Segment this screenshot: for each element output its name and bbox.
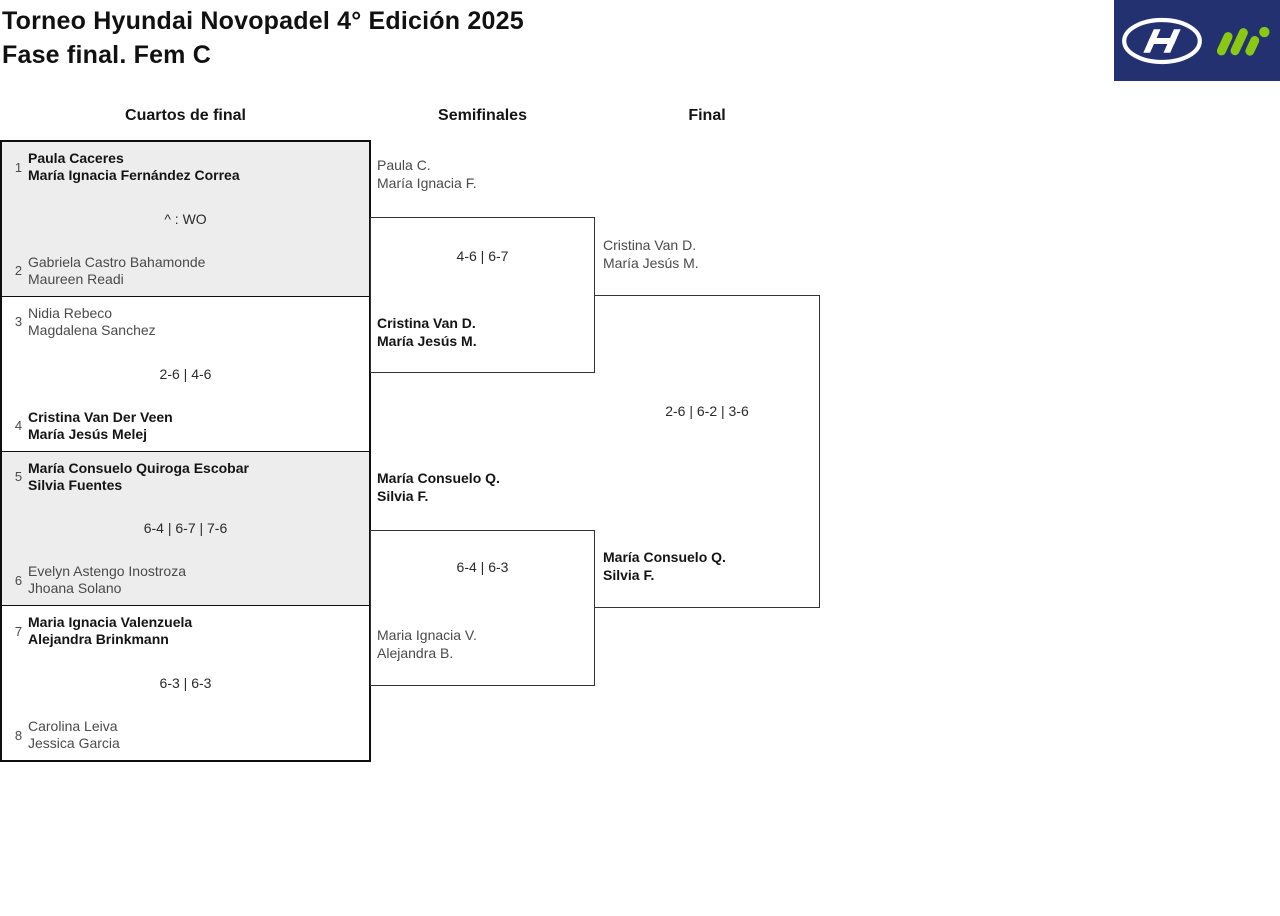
sf2-team-top: María Consuelo Q. Silvia F. [377,470,500,504]
team-names-winner: Paula Caceres María Ignacia Fernández Correa [28,150,240,183]
qf-match-2 [2,296,369,451]
team-names-winner: María Consuelo Quiroga Escobar Silvia Fuentes [28,459,249,493]
sf1-score: 4-6 | 6-7 [456,248,509,264]
team-names-loser: Nidia Rebeco Magdalena Sanchez [28,304,156,338]
column-header-quarterfinals: Cuartos de final [125,107,246,124]
sponsor-logo-panel [1114,0,1280,81]
tournament-title: Torneo Hyundai Novopadel 4° Edición 2025 [2,7,524,35]
hyundai-logo-icon [1120,15,1204,67]
team-entry [10,409,363,443]
phase-subtitle: Fase final. Fem C [2,41,212,69]
team-entry [10,305,363,339]
sf2-team-bottom: Maria Ignacia V. Alejandra B. [377,627,477,661]
match-score: ^ : WO [164,210,207,227]
final-team-top: Cristina Van D. María Jesús M. [603,237,699,271]
page-title [2,4,524,72]
team-names-loser: Evelyn Astengo Inostroza Jhoana Solano [28,563,186,597]
team-entry [10,150,363,184]
team-entry [10,718,363,752]
m-dot-logo-icon [1212,18,1274,64]
sf1-team-top: Paula C. María Ignacia F. [377,157,477,191]
seed-number: 8 [14,727,23,743]
match-score: 6-4 | 6-7 | 7-6 [143,520,228,537]
team-entry [10,614,363,648]
team-names-winner: Cristina Van Der Veen María Jesús Melej [28,408,173,442]
seed-number: 2 [14,263,23,279]
column-header-semifinals: Semifinales [438,107,527,124]
seed-number: 6 [14,572,23,588]
team-entry [10,254,363,288]
match-score: 2-6 | 4-6 [159,365,212,382]
quarterfinals-bracket [0,140,371,762]
seed-number: 7 [14,623,23,639]
match-score: 6-3 | 6-3 [159,675,212,692]
team-names-loser: Carolina Leiva Jessica Garcia [28,718,120,751]
seed-number: 3 [14,314,23,330]
sf2-score: 6-4 | 6-3 [456,559,509,575]
sf2-connector-box [370,530,595,686]
sf1-team-bottom: Cristina Van D. María Jesús M. [377,315,477,349]
team-entry [10,460,363,494]
qf-match-3 [2,451,369,606]
seed-number: 5 [14,469,23,484]
qf-match-4 [2,605,369,760]
team-names-loser: Gabriela Castro Bahamonde Maureen Readi [28,253,206,287]
column-header-final: Final [688,107,726,124]
final-team-bottom: María Consuelo Q. Silvia F. [603,549,726,583]
seed-number: 4 [14,418,23,433]
seed-number: 1 [14,159,23,175]
team-entry [10,563,363,597]
qf-match-1 [2,142,369,296]
final-score: 2-6 | 6-2 | 3-6 [665,403,749,419]
team-names-winner: Maria Ignacia Valenzuela Alejandra Brinkmann [28,614,193,648]
